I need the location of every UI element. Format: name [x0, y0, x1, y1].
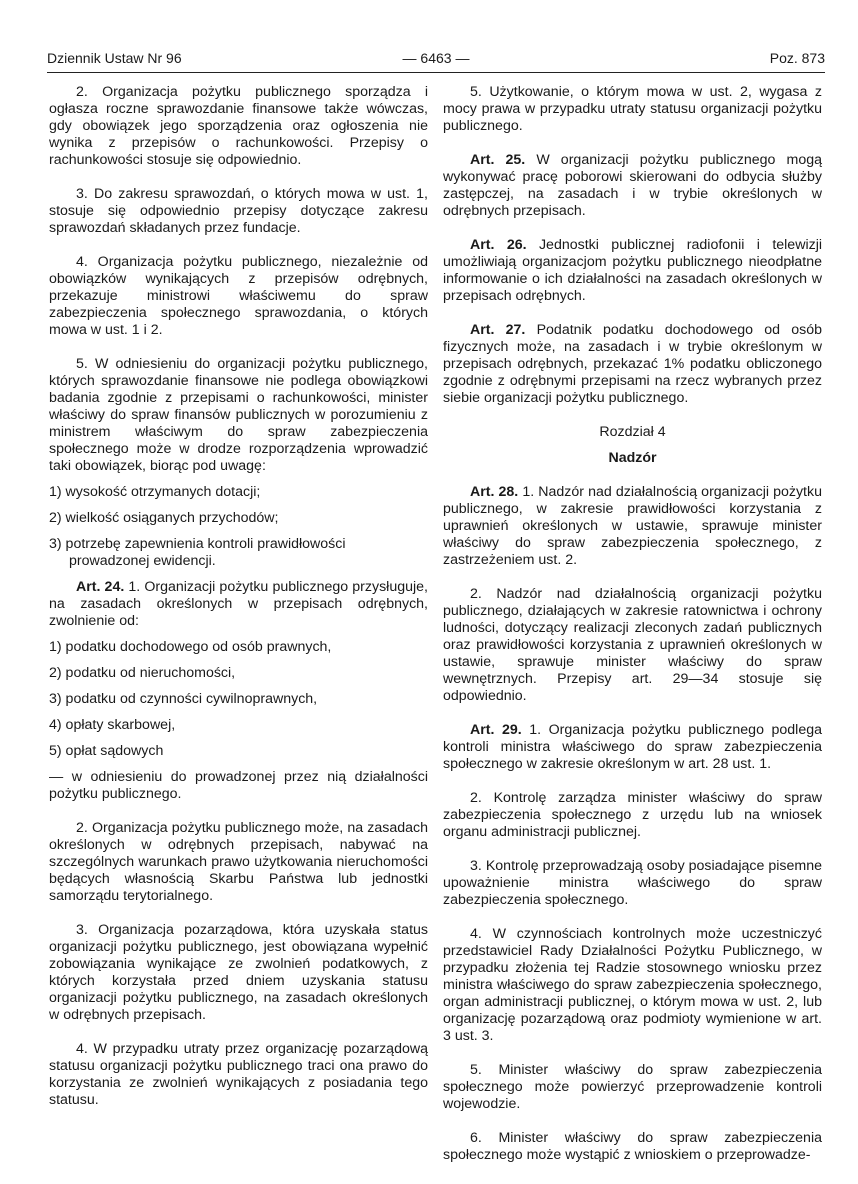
article-label: Art. 26. [470, 237, 527, 253]
paragraph: 3. Do zakresu sprawozdań, o których mowa w ust. 1, stosuje się odpowiednio przepisy dotyczące zakresu sprawozdań składanych przez fundacje. [49, 186, 428, 236]
paragraph: 2. Nadzór nad działalnością organizacji pożytku publicznego, działających w zakresie ratownictwa i ochrony ludności, dotyczący realizacji zleconych zadań publicznych oraz prawidłowości korzystania z uprawnień określonych w ustawie, sprawuje minister właściwy do spraw wewnętrznych. Przepisy art. 29—34 stosuje się odpowiednio. [443, 586, 822, 704]
article-label: Art. 29. [470, 722, 522, 738]
article-label: Art. 28. [470, 484, 519, 500]
article-label: Art. 24. [76, 579, 125, 595]
paragraph: 5. W odniesieniu do organizacji pożytku publicznego, których sprawozdanie finansowe nie podlega obowiązkowi badania zgodnie z przepisami o rachunkowości, minister właściwy do spraw finansów publicznych w porozumieniu z ministrem właściwym do spraw zabezpieczenia społecznego może w drodze rozporządzenia wprowadzić taki obowiązek, biorąc pod uwagę: [49, 356, 428, 474]
article-25 [443, 152, 822, 220]
list-item: 2) podatku od nieruchomości, [49, 665, 236, 681]
list-item: 1) podatku dochodowego od osób prawnych, [49, 639, 332, 655]
paragraph: 4. Organizacja pożytku publicznego, niezależnie od obowiązków wynikających z przepisów odrębnych, przekazuje ministrowi właściwemu do spraw zabezpieczenia społecznego sprawozdania, o których mowa w ust. 1 i 2. [49, 254, 428, 338]
article-text: W organizacji pożytku publicznego mogą wykonywać pracę poborowi skierowani do odbycia służby zastępczej, na zasadach i w trybie określonych w odrębnych przepisach. [443, 152, 822, 219]
article-text: 1. Organizacja pożytku publicznego podlega kontroli ministra właściwego do spraw zabezpieczenia społecznego w zakresie określonym w art. 28 ust. 1. [443, 722, 822, 772]
list-item: 4) opłaty skarbowej, [49, 717, 176, 733]
paragraph: 3. Organizacja pozarządowa, która uzyskała status organizacji pożytku publicznego, jest obowiązana wypełnić zobowiązania wynikające ze zwolnień podatkowych, z których korzystała przed dniem uzyskania statusu organizacji pożytku publicznego, na zasadach określonych w odrębnych przepisach. [49, 922, 428, 1023]
list-item: 2) wielkość osiąganych przychodów; [49, 510, 279, 526]
paragraph: 4. W czynnościach kontrolnych może uczestniczyć przedstawiciel Rady Działalności Pożytku Publicznego, w przypadku złożenia tej Radzie stosownego wniosku przez ministra właściwego do spraw zabezpieczenia społecznego, organ administracji publicznej, o którym mowa w ust. 2, lub organizację pozarządową oraz podmioty wymienione w art. 3 ust. 3. [443, 926, 822, 1044]
article-text: Jednostki publicznej radiofonii i telewizji umożliwiają organizacjom pożytku publicznego nieodpłatne informowanie o ich działalności na zasadach określonych w przepisach odrębnych. [443, 237, 822, 304]
paragraph: 5. Minister właściwy do spraw zabezpieczenia społecznego może powierzyć przeprowadzenie kontroli wojewodzie. [443, 1062, 822, 1112]
chapter-heading: Rozdział 4 [599, 424, 666, 440]
paragraph: 3. Kontrolę przeprowadzają osoby posiadające pisemne upoważnienie ministra właściwego do spraw zabezpieczenia społecznego. [443, 858, 822, 908]
article-29 [443, 722, 822, 773]
chapter-title-text: Nadzór [608, 450, 657, 466]
article-24 [49, 579, 428, 630]
paragraph: 6. Minister właściwy do spraw zabezpieczenia społecznego może wystąpić z wnioskiem o przeprowadze- [443, 1130, 822, 1163]
article-text: 1. Organizacji pożytku publicznego przysługuje, na zasadach określonych w przepisach odrębnych, zwolnienie od: [49, 579, 428, 629]
article-text: 1. Nadzór nad działalnością organizacji pożytku publicznego, w zakresie prawidłowości korzystania z uprawnień określonych w ustawie, sprawuje minister właściwy do spraw zabezpieczenia społecznego, z zastrzeżeniem ust. 2. [443, 484, 822, 568]
paragraph: 4. W przypadku utraty przez organizację pozarządową statusu organizacji pożytku publicznego traci ona prawo do korzystania ze zwolnień wynikających z posiadania tego statusu. [49, 1041, 428, 1108]
journal-title: Dziennik Ustaw Nr 96 [47, 50, 182, 66]
article-27 [443, 322, 822, 407]
page-header [47, 50, 825, 70]
chapter-title [443, 450, 822, 467]
article-26 [443, 237, 822, 305]
list-item: 5) opłat sądowych [49, 743, 164, 759]
article-text: Podatnik podatku dochodowego od osób fizycznych może, na zasadach i w trybie określonym w przepisach odrębnych, przekazać 1% podatku obliczonego zgodnie z odrębnymi przepisami na rzecz wybranych przez siebie organizacji pożytku publicznego. [443, 322, 822, 406]
list-item: 3) podatku od czynności cywilnoprawnych, [49, 691, 318, 707]
paragraph: 2. Organizacja pożytku publicznego może, na zasadach określonych w odrębnych przepisach, nabywać na szczególnych warunkach prawo użytkowania nieruchomości będących własnością Skarbu Państwa lub jednostki samorządu terytorialnego. [49, 820, 428, 904]
list-item: 3) potrzebę zapewnienia kontroli prawidłowości prowadzonej ewidencji. [49, 536, 346, 569]
paragraph: 2. Kontrolę zarządza minister właściwy do spraw zabezpieczenia społecznego z urzędu lub na wniosek organu administracji publicznej. [443, 790, 822, 840]
article-label: Art. 25. [470, 152, 526, 168]
right-column [443, 84, 822, 1164]
paragraph: 2. Organizacja pożytku publicznego sporządza i ogłasza roczne sprawozdanie finansowe także wówczas, gdy obowiązek jego sporządzenia oraz ogłoszenia nie wynika z przepisów o rachunkowości. Przepisy o rachunkowości stosuje się odpowiednio. [49, 84, 428, 168]
left-column [49, 84, 428, 1109]
article-28 [443, 484, 822, 569]
position-number: Poz. 873 [769, 50, 825, 66]
paragraph: 5. Użytkowanie, o którym mowa w ust. 2, wygasa z mocy prawa w przypadku utraty statusu organizacji pożytku publicznego. [443, 84, 822, 134]
paragraph: — w odniesieniu do prowadzonej przez nią działalności pożytku publicznego. [49, 769, 428, 802]
header-rule [47, 72, 825, 73]
article-label: Art. 27. [470, 322, 526, 338]
page-number: — 6463 — [402, 50, 470, 66]
list-item: 1) wysokość otrzymanych dotacji; [49, 484, 261, 500]
